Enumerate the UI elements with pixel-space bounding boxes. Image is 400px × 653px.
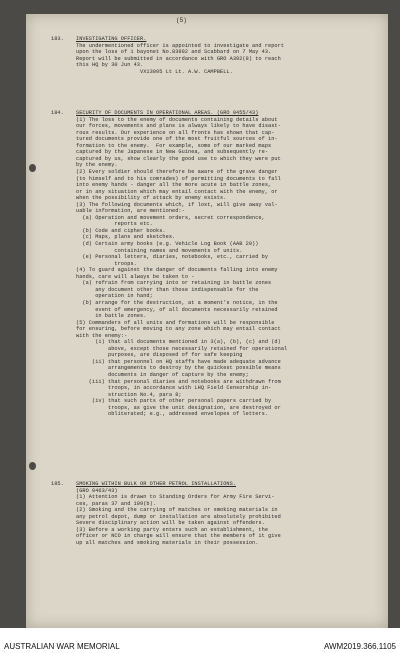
paragraph-number: 184. xyxy=(51,110,64,116)
text-line: up all matches and smoking materials in their possession. xyxy=(76,539,259,546)
text-line: this HQ by 30 Jun 43. xyxy=(76,62,144,69)
text-line: containing names and movements of units. xyxy=(76,247,243,254)
text-line: captured by us, show clearly the good use to which they were put xyxy=(76,155,281,162)
text-line: in battle zones. xyxy=(76,313,147,320)
paragraph-number: 183. xyxy=(51,36,64,42)
text-line: ces, paras 37 and 199(b). xyxy=(76,500,157,507)
paragraph-heading: SMOKING WITHIN BULK OR OTHER PETROL INSTALLATIONS. xyxy=(76,481,237,487)
text-line: by the enemy. xyxy=(76,162,118,169)
paragraph-heading: INVESTIGATING OFFICER. xyxy=(76,36,147,42)
text-line: (2) Smoking and the carrying of matches or smoking materials in xyxy=(76,507,278,514)
text-line: Report will be submitted in accordance with GRO A392(8) to reach xyxy=(76,55,281,62)
text-line: with the enemy:- xyxy=(76,332,128,339)
paragraph-number: 185. xyxy=(51,481,64,487)
text-line: or in any situation which may entail contact with the enemy, or xyxy=(76,188,278,195)
text-line: (GRO 0463/43) xyxy=(76,487,118,494)
text-line: event of emergency, of all documents necessarily retained xyxy=(76,306,278,313)
text-line: (2) Every soldier should therefore be aware of the grave danger xyxy=(76,168,278,175)
text-line: above, except those necessarily retained for operational xyxy=(76,345,288,352)
text-line: troops, in accordance with LHQ Field Censorship in- xyxy=(76,385,272,392)
text-line: (3) The following documents which, if lost, will give away val- xyxy=(76,201,278,208)
text-line: struction No.4, para 8; xyxy=(76,391,182,398)
text-line: uable information, are mentioned:- xyxy=(76,208,185,215)
text-line: tured documents provide one of the most fruitful sources of in- xyxy=(76,136,278,143)
text-line: officer or NCO in charge will ensure that the members of it give xyxy=(76,533,281,540)
text-line: rous results. Our experience on all fronts has shown that cap- xyxy=(76,129,275,136)
text-line: when the possibility of attack by enemy exists. xyxy=(76,195,227,202)
text-line: VX13095 Lt Lt. A.W. CAMPBELL. xyxy=(76,68,233,75)
text-line: (i) that all documents mentioned in 3(a), (b), (c) and (d) xyxy=(76,339,281,346)
text-line: obliterated; e.g., addressed envelopes of letters. xyxy=(76,411,269,418)
text-line: into enemy hands - danger all the more acute in battle zones, xyxy=(76,182,272,189)
text-line: documents in danger of capture by the enemy; xyxy=(76,372,249,378)
text-line: troops, as give the unit designation, are destroyed or xyxy=(76,404,281,411)
text-line: (d) Certain army books (e.g. Vehicle Log Book (AAB 20)) xyxy=(76,241,259,247)
text-line: our forces, movements and plans is always likely to have disast- xyxy=(76,123,281,130)
text-line: any document other than those indispensable for the xyxy=(76,286,259,293)
text-line: (c) Maps, plans and sketches. xyxy=(76,234,176,241)
text-line: captured by the Japanese in New Guinea, and subsequently re- xyxy=(76,149,269,156)
text-line: (b) arrange for the destruction, at a moment's notice, in the xyxy=(76,299,278,306)
text-line: troops. xyxy=(76,260,137,267)
text-line: (1) Attention is drawn to Standing Orders for Army Fire Servi- xyxy=(76,494,275,501)
text-line: (e) Personal letters, diaries, notebooks, etc., carried by xyxy=(76,254,269,261)
text-line: (5) Commanders of all units and formations will be responsible xyxy=(76,319,275,326)
text-line: (to himself and to his comrades) of permitting documents to fall xyxy=(76,175,281,182)
text-line: purposes, are disposed of for safe keeping xyxy=(76,352,243,359)
text-line: (1) The loss to the enemy of documents containing details about xyxy=(76,116,278,123)
text-line: (a) Operation and movement orders, secret correspondence, xyxy=(76,214,265,221)
paragraph-heading: SECURITY OF DOCUMENTS IN OPERATIONAL AREAS. (GRO 0455/43) xyxy=(76,110,259,116)
text-line: (3) Before a working party enters such an establishment, the xyxy=(76,526,269,533)
text-line: (iv) that such parts of other personal papers carried by xyxy=(76,398,272,405)
text-line: reports etc. xyxy=(76,221,153,228)
text-line: (iii) that personal diaries and notebooks are withdrawn from xyxy=(76,378,281,385)
document-page xyxy=(26,14,388,628)
text-line: hands, care will always be taken to - xyxy=(76,273,195,280)
text-line: (a) refrain from carrying into or retaining in battle zones xyxy=(76,280,272,287)
text-line: upon the loss of 1 bayonet No.83902 and Scabbard on 7 May 43. xyxy=(76,49,272,56)
text-line: arrangements to destroy by the quickest possible means xyxy=(76,365,281,372)
archive-name: AUSTRALIAN WAR MEMORIAL xyxy=(4,642,120,651)
text-line: Severe disciplinary action will be taken against offenders. xyxy=(76,520,265,527)
text-line: formation to the enemy. For example, some of our marked maps xyxy=(76,142,272,149)
text-line: operation in hand; xyxy=(76,293,153,300)
text-line: (ii) that personnel on HQ staffs have made adequate advance xyxy=(76,358,281,365)
text-line: The undermentioned officer is appointed to investigate and report xyxy=(76,42,285,49)
text-line: (b) Code and cipher books. xyxy=(76,227,166,234)
archive-reference: AWM2019.366.1105 xyxy=(323,642,396,651)
page-number: (5) xyxy=(176,17,187,24)
text-line: any petrol depot, dump or installation are absolutely prohibited xyxy=(76,513,281,520)
text-line: (4) To guard against the danger of documents falling into enemy xyxy=(76,267,278,274)
archive-footer xyxy=(0,628,400,653)
text-line: for ensuring, before moving to any zone which may entail contact xyxy=(76,326,281,333)
document-text xyxy=(26,14,388,628)
